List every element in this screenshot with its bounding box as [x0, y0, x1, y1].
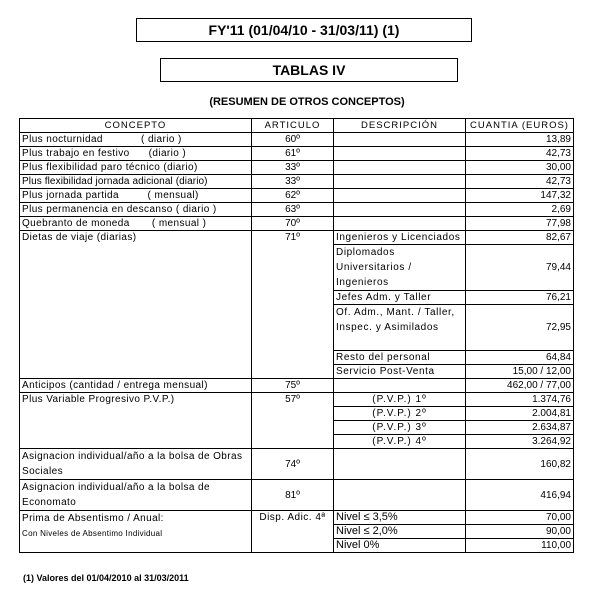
concepto-cell: Anticipos (cantidad / entrega mensual) — [20, 379, 252, 393]
cuantia-cell: 462,00 / 77,00 — [466, 379, 574, 393]
pvp-articulo-cell: 57º — [252, 393, 334, 449]
concepto-cell: Plus permanencia en descanso ( diario ) — [20, 203, 252, 217]
cuantia-cell: 110,00 — [466, 539, 574, 553]
descripcion-cell — [334, 133, 466, 147]
table-header-row — [20, 119, 574, 133]
footnote: (1) Valores del 01/04/2010 al 31/03/2011 — [23, 573, 189, 583]
concepto-cell: Plus trabajo en festivo (diario ) — [20, 147, 252, 161]
concepts-table — [19, 118, 574, 553]
cuantia-cell: 90,00 — [466, 525, 574, 539]
prima-concepto-label: Prima de Absentismo / Anual: — [22, 513, 164, 524]
descripcion-cell — [334, 217, 466, 231]
table-row — [20, 217, 574, 231]
articulo-cell: 63º — [252, 203, 334, 217]
cuantia-cell: 15,00 / 12,00 — [466, 365, 574, 379]
cuantia-cell: 1.374,76 — [466, 393, 574, 407]
descripcion-cell — [334, 175, 466, 189]
table-row — [20, 203, 574, 217]
descripcion-cell: Diplomados Universitarios / Ingenieros — [334, 245, 466, 291]
period-title: FY'11 (01/04/10 - 31/03/11) (1) — [136, 18, 472, 42]
articulo-cell: 62º — [252, 189, 334, 203]
descripcion-cell: (P.V.P.) 2º — [334, 407, 466, 421]
prima-concepto-cell — [20, 511, 252, 553]
descripcion-cell: Of. Adm., Mant. / Taller, Inspec. y Asimilados — [334, 305, 466, 351]
cuantia-cell: 42,73 — [466, 175, 574, 189]
table-row — [20, 449, 574, 480]
descripcion-cell: Resto del personal — [334, 351, 466, 365]
cuantia-cell: 42,73 — [466, 147, 574, 161]
descripcion-cell — [334, 379, 466, 393]
concepto-cell: Plus jornada partida ( mensual) — [20, 189, 252, 203]
descripcion-cell — [334, 203, 466, 217]
table-row — [20, 511, 574, 525]
table-row — [20, 379, 574, 393]
cuantia-cell: 147,32 — [466, 189, 574, 203]
descripcion-cell: Nivel ≤ 3,5% — [334, 511, 466, 525]
descripcion-cell: (P.V.P.) 3º — [334, 421, 466, 435]
descripcion-cell: Nivel 0% — [334, 539, 466, 553]
descripcion-cell: Jefes Adm. y Taller — [334, 291, 466, 305]
cuantia-cell: 13,89 — [466, 133, 574, 147]
cuantia-cell: 70,00 — [466, 511, 574, 525]
descripcion-cell — [334, 161, 466, 175]
dietas-concepto-cell: Dietas de viaje (diarias) — [20, 231, 252, 379]
cuantia-cell: 79,44 — [466, 245, 574, 291]
cuantia-cell: 3.264,92 — [466, 435, 574, 449]
header-descripcion: DESCRIPCIÓN — [334, 119, 466, 133]
concepto-cell: Plus flexibilidad jornada adicional (diario) — [20, 175, 252, 189]
concepto-cell: Plus flexibilidad paro técnico (diario) — [20, 161, 252, 175]
prima-nota-label: Con Niveles de Absentimo Individual — [22, 529, 163, 538]
descripcion-cell: Servicio Post-Venta — [334, 365, 466, 379]
articulo-cell: 60º — [252, 133, 334, 147]
descripcion-cell: (P.V.P.) 1º — [334, 393, 466, 407]
descripcion-cell — [334, 147, 466, 161]
articulo-cell: 33º — [252, 175, 334, 189]
articulo-cell: 61º — [252, 147, 334, 161]
articulo-cell: 33º — [252, 161, 334, 175]
header-cuantia: CUANTIA (EUROS) — [466, 119, 574, 133]
prima-articulo-cell: Disp. Adic. 4ª — [252, 511, 334, 553]
concepto-cell: Quebranto de moneda ( mensual ) — [20, 217, 252, 231]
cuantia-cell: 416,94 — [466, 480, 574, 511]
descripcion-cell — [334, 480, 466, 511]
articulo-cell: 81º — [252, 480, 334, 511]
tables-title: TABLAS IV — [160, 58, 458, 82]
table-row — [20, 189, 574, 203]
summary-heading: (RESUMEN DE OTROS CONCEPTOS) — [209, 96, 405, 108]
descripcion-cell — [334, 189, 466, 203]
descripcion-cell — [334, 449, 466, 480]
articulo-cell: 75º — [252, 379, 334, 393]
table-row — [20, 393, 574, 407]
descripcion-cell: Nivel ≤ 2,0% — [334, 525, 466, 539]
table-row — [20, 175, 574, 189]
table-row — [20, 133, 574, 147]
concepto-cell: Asignacion individual/año a la bolsa de Economato — [20, 480, 252, 511]
cuantia-cell: 76,21 — [466, 291, 574, 305]
pvp-concepto-cell: Plus Variable Progresivo P.V.P.) — [20, 393, 252, 449]
cuantia-cell: 30,00 — [466, 161, 574, 175]
descripcion-cell: (P.V.P.) 4º — [334, 435, 466, 449]
cuantia-cell: 2,69 — [466, 203, 574, 217]
concepto-cell: Plus nocturnidad ( diario ) — [20, 133, 252, 147]
cuantia-cell: 160,82 — [466, 449, 574, 480]
cuantia-cell: 82,67 — [466, 231, 574, 245]
table-row — [20, 147, 574, 161]
concepto-cell: Asignacion individual/año a la bolsa de Obras Sociales — [20, 449, 252, 480]
header-articulo: ARTICULO — [252, 119, 334, 133]
cuantia-cell: 2.004,81 — [466, 407, 574, 421]
table-row — [20, 161, 574, 175]
cuantia-cell: 72,95 — [466, 305, 574, 351]
cuantia-cell: 77,98 — [466, 217, 574, 231]
cuantia-cell: 2.634,87 — [466, 421, 574, 435]
articulo-cell: 70º — [252, 217, 334, 231]
articulo-cell: 74º — [252, 449, 334, 480]
table-row — [20, 231, 574, 245]
cuantia-cell: 64,84 — [466, 351, 574, 365]
descripcion-cell: Ingenieros y Licenciados — [334, 231, 466, 245]
dietas-articulo-cell: 71º — [252, 231, 334, 379]
table-row — [20, 480, 574, 511]
header-concepto: CONCEPTO — [20, 119, 252, 133]
